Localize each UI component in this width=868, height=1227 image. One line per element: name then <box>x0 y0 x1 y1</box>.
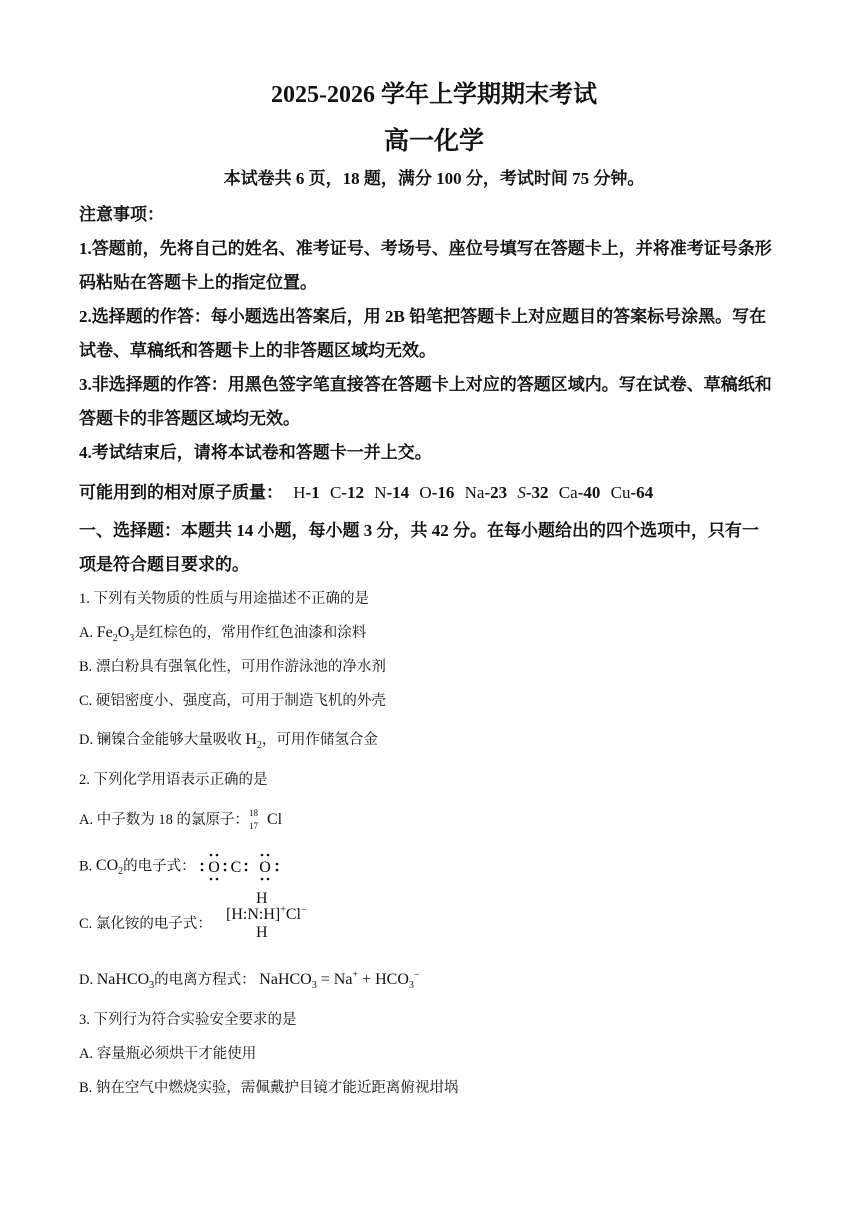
note-3-line-2: 答题卡的非答题区域均无效。 <box>79 409 300 428</box>
note-2-line-2: 试卷、草稿纸和答题卡上的非答题区域均无效。 <box>79 341 436 360</box>
mass-na: -23 <box>484 483 508 502</box>
atomic-mass-label: 可能用到的相对原子质量： <box>79 483 283 502</box>
svg-text:O: O <box>208 859 221 876</box>
mass-s: -32 <box>525 483 549 502</box>
note-3-line-1: 3.非选择题的作答：用黑色签字笔直接答在答题卡上对应的答题区域内。写在试卷、草稿纸和 <box>79 375 772 394</box>
element-c: C <box>329 483 342 502</box>
nh4-middle: [H:N:H]+Cl− <box>226 904 307 923</box>
question-2-stem: 2. 下列化学用语表示正确的是 <box>79 772 268 788</box>
question-1-option-b: B. 漂白粉具有强氧化性，可用作游泳池的净水剂 <box>79 659 386 675</box>
note-1-line-2: 码粘贴在答题卡上的指定位置。 <box>79 273 317 292</box>
question-1-option-c: C. 硬铝密度小、强度高，可用于制造飞机的外壳 <box>79 693 386 709</box>
question-3-stem: 3. 下列行为符合实验安全要求的是 <box>79 1012 297 1028</box>
isotope-notation: 18 17 <box>248 807 258 831</box>
question-2-option-d: D. NaHCO$_3$的电离方程式： NaHCO$_3$ = $Na^+ + HCO_3^-$ <box>79 969 420 992</box>
question-2-option-a: A. 中子数为 18 的氯原子： 18 17 Cl <box>79 807 283 831</box>
exam-info: 本试卷共 6 页，18 题，满分 100 分，考试时间 75 分钟。 <box>223 169 645 188</box>
question-3-option-b: B. 钠在空气中燃烧实验，需佩戴护目镜才能近距离俯视坩埚 <box>79 1080 459 1096</box>
mass-n: -14 <box>386 483 410 502</box>
atomic-mass-line <box>79 478 794 503</box>
element-cu: Cu <box>610 483 631 502</box>
question-2-option-b: B. $CO_2$的电子式： O C O <box>79 852 281 882</box>
question-3-option-a: A. 容量瓶必须烘干才能使用 <box>79 1046 257 1062</box>
svg-text:C: C <box>230 859 242 876</box>
question-1-option-a: A. $Fe_2O_3$是红棕色的，常用作红色油漆和涂料 <box>79 624 367 645</box>
co2-electron-formula <box>199 852 281 882</box>
element-s: S <box>517 483 526 502</box>
mass-h: -1 <box>305 483 320 502</box>
mass-c: -12 <box>341 483 364 502</box>
question-2-option-c: C. 氯化铵的电子式： <box>79 916 212 932</box>
section-1-line-2: 项是符合题目要求的。 <box>79 555 249 574</box>
question-1-stem: 1. 下列有关物质的性质与用途描述不正确的是 <box>79 591 369 607</box>
element-na: Na <box>464 483 485 502</box>
mass-o: -16 <box>431 483 455 502</box>
nh4-bottom-h: H <box>256 924 268 941</box>
section-1-line-1: 一、选择题：本题共 14 小题，每小题 3 分，共 42 分。在每小题给出的四个选项中，只有一 <box>79 521 759 540</box>
element-ca: Ca <box>558 483 578 502</box>
exam-title: 2025-2026 学年上学期期末考试 <box>271 82 597 108</box>
note-1-line-1: 1.答题前，先将自己的姓名、准考证号、考场号、座位号填写在答题卡上，并将准考证号条形 <box>79 239 772 258</box>
exam-subject: 高一化学 <box>383 128 484 155</box>
element-n: N <box>374 483 387 502</box>
note-4: 4.考试结束后，请将本试卷和答题卡一并上交。 <box>79 443 432 462</box>
note-2-line-1: 2.选择题的作答：每小题选出答案后，用 2B 铅笔把答题卡上对应题目的答案标号涂黑。写在 <box>79 307 767 326</box>
notes-heading: 注意事项： <box>79 205 164 224</box>
nh4-top-h: H <box>256 890 268 907</box>
question-1-option-d: D. 镧镍合金能够大量吸收 $H_2$，可用作储氢合金 <box>79 731 378 752</box>
mass-ca: -40 <box>577 483 601 502</box>
element-h: H <box>293 483 306 502</box>
mass-cu: -64 <box>630 483 654 502</box>
element-o: O <box>419 483 432 502</box>
co2-lewis-dots <box>199 852 281 882</box>
svg-text:O: O <box>259 859 272 876</box>
ammonium-chloride-electron-formula <box>226 892 336 952</box>
